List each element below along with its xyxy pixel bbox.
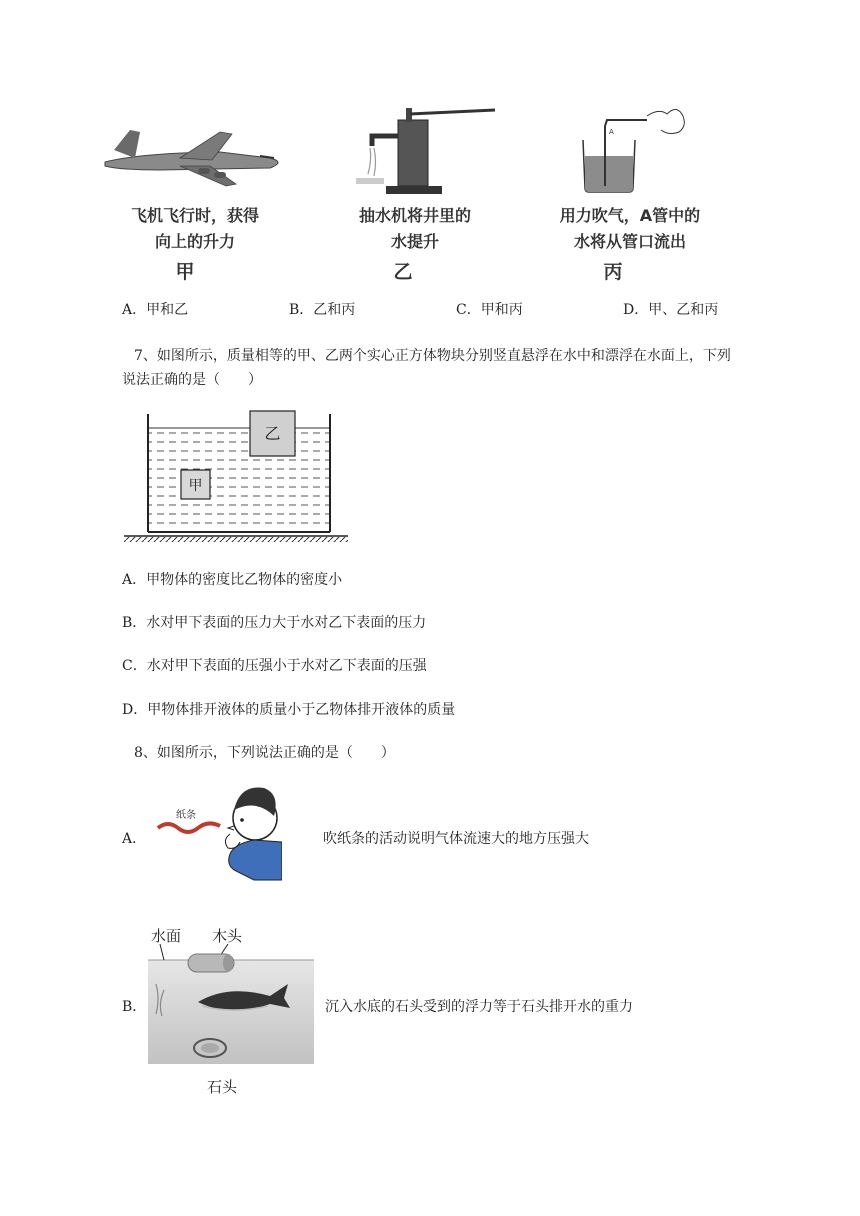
- wood-label: 木头: [212, 927, 243, 945]
- q8-option-a-text: 吹纸条的活动说明气体流速大的地方压强大: [323, 831, 589, 847]
- paper-strip-label: 纸条: [176, 810, 196, 821]
- panel-yi-caption-2: 水提升: [390, 232, 439, 251]
- airplane-image: [100, 120, 290, 190]
- q7-option-b: B．水对甲下表面的压力大于水对乙下表面的压力: [122, 615, 427, 631]
- underwater-scene-image: [148, 944, 314, 1074]
- water-surface-label: 水面: [151, 927, 182, 945]
- panel-jia-caption-1: 飞机飞行时，获得: [130, 206, 259, 225]
- svg-text:A: A: [609, 128, 614, 136]
- panel-jia-caption-2: 向上的升力: [154, 232, 235, 251]
- q7-option-a: A．甲物体的密度比乙物体的密度小: [122, 572, 343, 588]
- q8-option-b-text: 沉入水底的石头受到的浮力等于石头排开水的重力: [325, 999, 633, 1015]
- beaker-tube-image: [577, 100, 687, 195]
- panel-yi-caption-1: 抽水机将井里的: [358, 206, 471, 225]
- q8-option-b-letter: B．: [122, 999, 147, 1015]
- q8-option-a-letter: A．: [122, 831, 147, 847]
- q6-option-b: B．乙和丙: [289, 302, 356, 318]
- q7-stem-line1: 7、如图所示，质量相等的甲、乙两个实心正方体物块分别竖直悬浮在水中和漂浮在水面上，下列: [134, 348, 731, 364]
- water-pump-image: [350, 108, 500, 196]
- panel-yi-label: 乙: [393, 261, 413, 283]
- panel-bing-caption-2: 水将从管口流出: [573, 232, 686, 251]
- block-yi-label: 乙: [264, 424, 281, 443]
- boy-blowing-paper-image: [150, 780, 282, 882]
- block-jia-label: 甲: [188, 478, 203, 494]
- q6-option-d: D．甲、乙和丙: [623, 302, 719, 318]
- q7-option-c: C．水对甲下表面的压强小于水对乙下表面的压强: [122, 658, 427, 674]
- panel-jia-label: 甲: [175, 261, 195, 283]
- panel-bing-label: 丙: [603, 261, 623, 283]
- q7-option-d: D．甲物体排开液体的质量小于乙物体排开液体的质量: [122, 702, 456, 718]
- q6-option-a: A．甲和乙: [122, 302, 189, 318]
- q7-stem-line2: 说法正确的是（ ）: [122, 372, 262, 388]
- q8-stem: 8、如图所示，下列说法正确的是（ ）: [134, 745, 395, 761]
- panel-bing-caption-1: 用力吹气，A管中的: [559, 206, 701, 225]
- q6-figure: [95, 100, 725, 290]
- q7-container-figure: [120, 384, 352, 549]
- q6-option-c: C．甲和丙: [456, 302, 523, 318]
- stone-label: 石头: [207, 1078, 238, 1096]
